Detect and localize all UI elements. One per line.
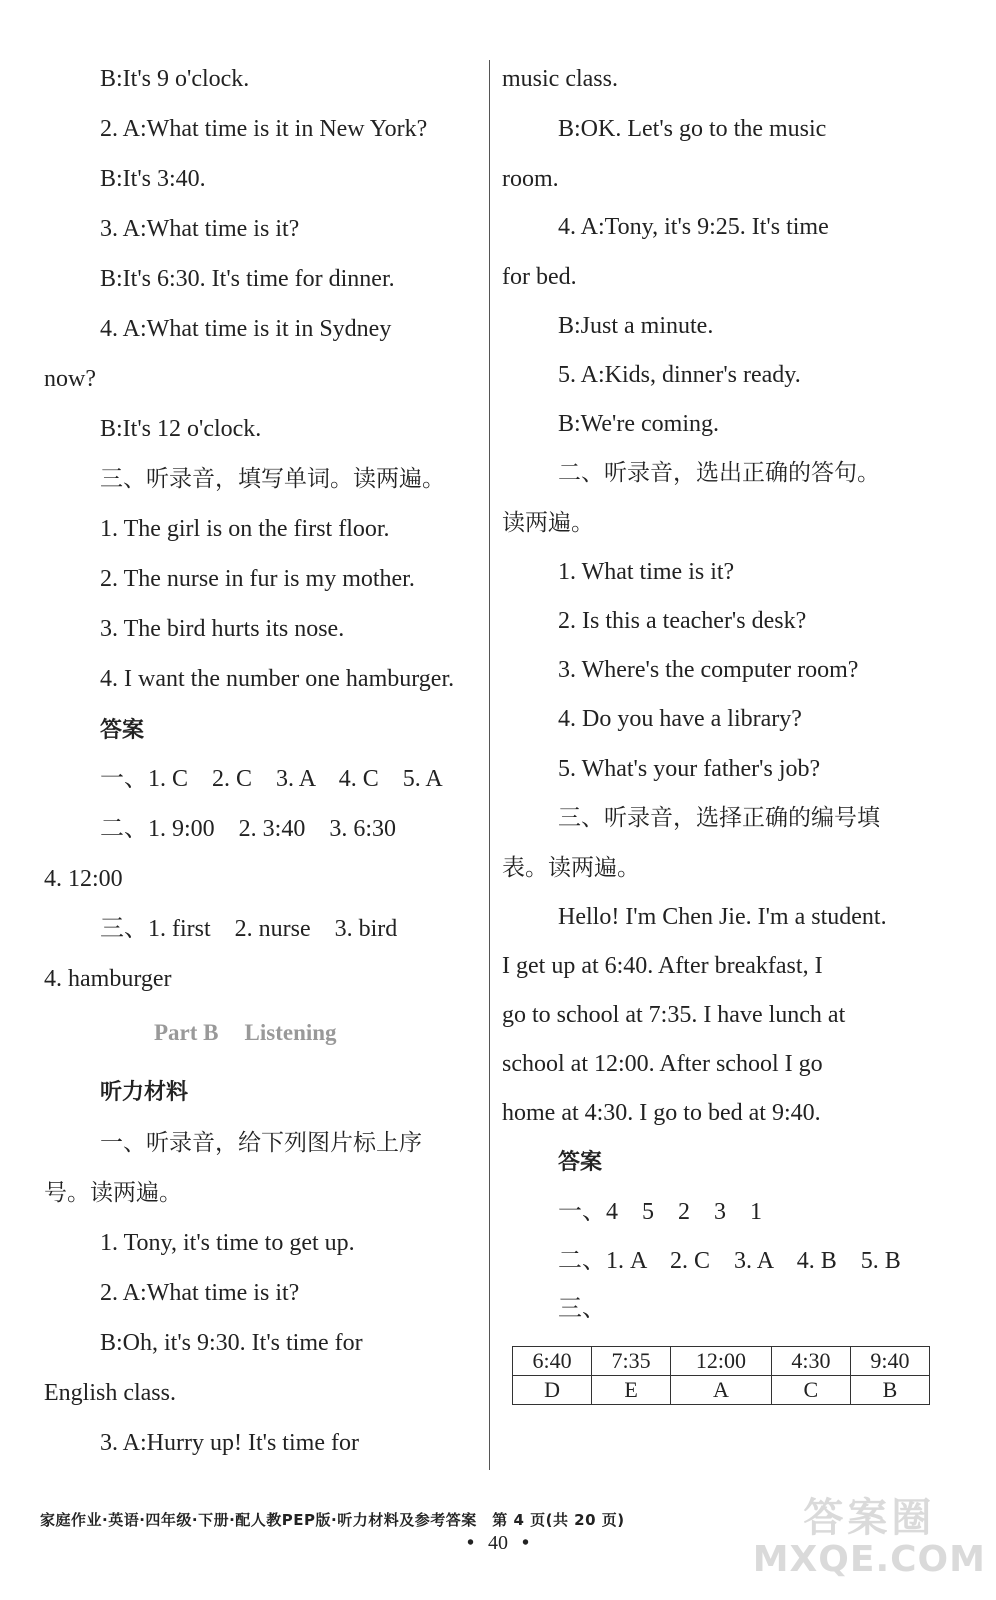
text-line: 2. The nurse in fur is my mother. — [100, 566, 415, 592]
watermark-bottom-text: MXQE.COM — [752, 1539, 986, 1580]
watermark-top-text: 答案圈 — [803, 1495, 936, 1541]
text-line: 5. What's your father's job? — [558, 756, 821, 782]
table-row — [513, 1376, 930, 1405]
text-line: music class. — [502, 66, 618, 92]
answers-heading: 答案 — [558, 1150, 603, 1175]
text-line: English class. — [44, 1380, 176, 1406]
text-line: 5. A:Kids, dinner's ready. — [558, 362, 801, 388]
text-line: 2. A:What time is it? — [100, 1280, 300, 1306]
page-number: 40 — [488, 1532, 508, 1554]
answer-line: 4. 12:00 — [44, 866, 123, 892]
text-line: 4. I want the number one hamburger. — [100, 666, 455, 692]
text-line: B:OK. Let's go to the music — [558, 116, 827, 142]
text-line: B:Just a minute. — [558, 313, 714, 339]
text-line: room. — [502, 166, 559, 192]
section-heading: 三、听录音，选择正确的编号填 — [558, 805, 880, 831]
part-title — [154, 1018, 337, 1048]
text-line: 3. A:What time is it? — [100, 216, 300, 242]
answers-heading: 答案 — [100, 718, 145, 743]
text-line: 4. A:What time is it in Sydney — [100, 316, 392, 342]
text-line: I get up at 6:40. After breakfast, I — [502, 953, 823, 979]
answer-line: 二、1. A 2. C 3. A 4. B 5. B — [558, 1248, 901, 1274]
text-line: B:Oh, it's 9:30. It's time for — [100, 1330, 363, 1356]
text-line: for bed. — [502, 264, 577, 290]
table-cell: E — [592, 1376, 671, 1405]
table-row — [513, 1347, 930, 1376]
text-line: 3. A:Hurry up! It's time for — [100, 1430, 359, 1456]
text-line: B:We're coming. — [558, 411, 720, 437]
answer-line: 三、1. first 2. nurse 3. bird — [100, 916, 398, 942]
text-line: 4. Do you have a library? — [558, 706, 802, 732]
answer-table — [512, 1346, 930, 1405]
table-cell: 7:35 — [592, 1347, 671, 1376]
text-line: 3. The bird hurts its nose. — [100, 616, 345, 642]
text-line: 2. Is this a teacher's desk? — [558, 608, 807, 634]
bullet-dot: • — [522, 1532, 530, 1554]
page-footer: 家庭作业·英语·四年级·下册·配人教PEP版·听力材料及参考答案 第 4 页(共 20 页) — [40, 1511, 625, 1529]
section-heading: 读两遍。 — [502, 510, 594, 536]
table-cell: 6:40 — [513, 1347, 592, 1376]
section-heading: 表。读两遍。 — [502, 855, 640, 881]
text-line: 4. A:Tony, it's 9:25. It's time — [558, 214, 829, 240]
table-cell: D — [513, 1376, 592, 1405]
text-line: home at 4:30. I go to bed at 9:40. — [502, 1100, 821, 1126]
text-line: B:It's 6:30. It's time for dinner. — [100, 266, 395, 292]
part-subject: Listening — [244, 1020, 337, 1045]
text-line: go to school at 7:35. I have lunch at — [502, 1002, 846, 1028]
table-cell: 12:00 — [671, 1347, 772, 1376]
table-cell: 9:40 — [850, 1347, 929, 1376]
answer-line: 二、1. 9:00 2. 3:40 3. 6:30 — [100, 816, 397, 842]
listening-material-heading: 听力材料 — [100, 1080, 189, 1105]
text-line: B:It's 3:40. — [100, 166, 206, 192]
text-line: 3. Where's the computer room? — [558, 657, 859, 683]
bullet-dot: • — [466, 1532, 474, 1554]
text-line: 1. What time is it? — [558, 559, 735, 585]
text-line: B:It's 9 o'clock. — [100, 66, 250, 92]
text-line: school at 12:00. After school I go — [502, 1051, 823, 1077]
answer-line: 三、 — [558, 1296, 606, 1322]
table-cell: B — [850, 1376, 929, 1405]
text-line: 2. A:What time is it in New York? — [100, 116, 428, 142]
answer-line: 4. hamburger — [44, 966, 172, 992]
section-heading: 三、听录音，填写单词。读两遍。 — [100, 466, 445, 492]
text-line: Hello! I'm Chen Jie. I'm a student. — [558, 904, 887, 930]
text-line: B:It's 12 o'clock. — [100, 416, 262, 442]
table-cell: C — [771, 1376, 850, 1405]
text-line: now? — [44, 366, 96, 392]
watermark-logo — [753, 1496, 986, 1580]
section-heading: 二、听录音，选出正确的答句。 — [558, 460, 880, 486]
table-cell: A — [671, 1376, 772, 1405]
column-divider — [489, 60, 490, 1470]
answer-line: 一、1. C 2. C 3. A 4. C 5. A — [100, 766, 443, 792]
answer-line: 一、4 5 2 3 1 — [558, 1199, 762, 1225]
text-line: 1. The girl is on the first floor. — [100, 516, 390, 542]
section-heading: 号。读两遍。 — [44, 1180, 182, 1206]
section-heading: 一、听录音，给下列图片标上序 — [100, 1130, 422, 1156]
text-line: 1. Tony, it's time to get up. — [100, 1230, 355, 1256]
table-cell: 4:30 — [771, 1347, 850, 1376]
part-label: Part B — [154, 1020, 219, 1045]
